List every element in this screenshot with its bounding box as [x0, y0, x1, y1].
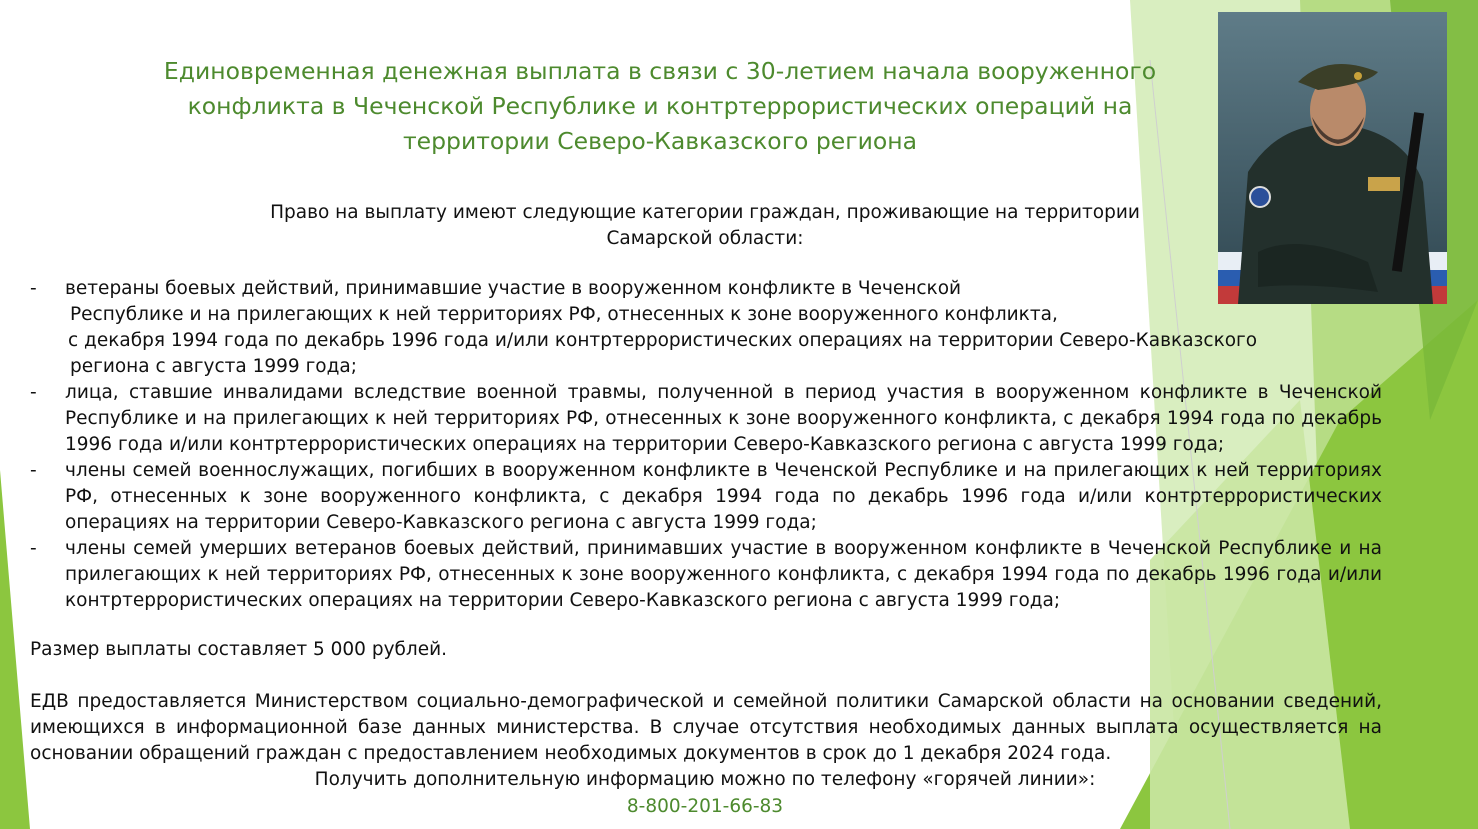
- portrait-beret-badge: [1354, 72, 1362, 80]
- list-item-line: Республике и на прилегающих к ней территориях РФ, отнесенных к зоне вооруженного конфликта,: [70, 304, 1058, 325]
- eligibility-list: [30, 276, 1382, 614]
- list-item-line: с декабря 1994 года по декабрь 1996 года и/или контртеррористических операциях на территории Северо-Кавказского: [68, 330, 1258, 351]
- list-item-text: лица, ставшие инвалидами вследствие военной травмы, полученной в период участия в вооруженном конфликте в Чеченской Республике и на прилегающих к ней территориях РФ, отнесенных к зоне вооруженного конфликта, с декабря 1994 года по декабрь 1996 года и/или контртеррористических операциях на территории Северо-Кавказского региона с августа 1999 года;: [65, 382, 1382, 455]
- list-item: [30, 458, 1382, 536]
- soldier-portrait-image: [1218, 12, 1447, 304]
- intro-line: Самарской области:: [606, 228, 804, 249]
- list-dash: -: [30, 538, 37, 559]
- eligibility-intro: [240, 200, 1170, 252]
- portrait-patch: [1250, 187, 1270, 207]
- list-item: [30, 536, 1382, 614]
- hotline-text: Получить дополнительную информацию можно по телефону «горячей линии»:: [314, 769, 1096, 790]
- list-dash: -: [30, 382, 37, 403]
- list-item-line: региона с августа 1999 года;: [70, 356, 357, 377]
- page-title: [130, 54, 1190, 159]
- list-item: [30, 380, 1382, 458]
- list-item: [30, 276, 1382, 380]
- title-line: Единовременная денежная выплата в связи с 30-летием начала вооруженного: [163, 57, 1157, 85]
- left-green-wedge: [0, 470, 30, 829]
- payment-size-text: Размер выплаты составляет 5 000 рублей.: [30, 639, 448, 660]
- title-line: конфликта в Чеченской Республике и контртеррористических операций на: [187, 92, 1133, 120]
- list-dash: -: [30, 278, 37, 299]
- hotline-phone: 8-800-201-66-83: [626, 796, 784, 817]
- title-line: территории Северо-Кавказского региона: [402, 127, 918, 155]
- list-item-text: члены семей умерших ветеранов боевых действий, принимавших участие в вооруженном конфликте в Чеченской Республике и на прилегающих к ней территориях РФ, отнесенных к зоне вооруженного конфликта, с декабря 1994 года по декабрь 1996 года и/или контртеррористических операциях на территории Северо-Кавказского региона с августа 1999 года;: [65, 538, 1382, 611]
- list-item-line: ветераны боевых действий, принимавшие участие в вооруженном конфликте в Чеченской: [65, 278, 962, 299]
- intro-line: Право на выплату имеют следующие категории граждан, проживающие на территории: [270, 202, 1140, 223]
- edv-description: ЕДВ предоставляется Министерством социально-демографической и семейной политики Самарской области на основании сведений, имеющихся в информационной базе данных министерства. В случае отсутствия необходимых данных выплата осуществляется на основании обращений граждан с предоставлением необходимых документов в срок до 1 декабря 2024 года.: [30, 691, 1382, 764]
- list-dash: -: [30, 460, 37, 481]
- list-item-text: члены семей военнослужащих, погибших в вооруженном конфликте в Чеченской Республике и на прилегающих к ней территориях РФ, отнесенных к зоне вооруженного конфликта, с декабря 1994 года по декабрь 1996 года и/или контртеррористических операциях на территории Северо-Кавказского региона с августа 1999 года;: [65, 460, 1382, 533]
- portrait-medals: [1368, 177, 1400, 191]
